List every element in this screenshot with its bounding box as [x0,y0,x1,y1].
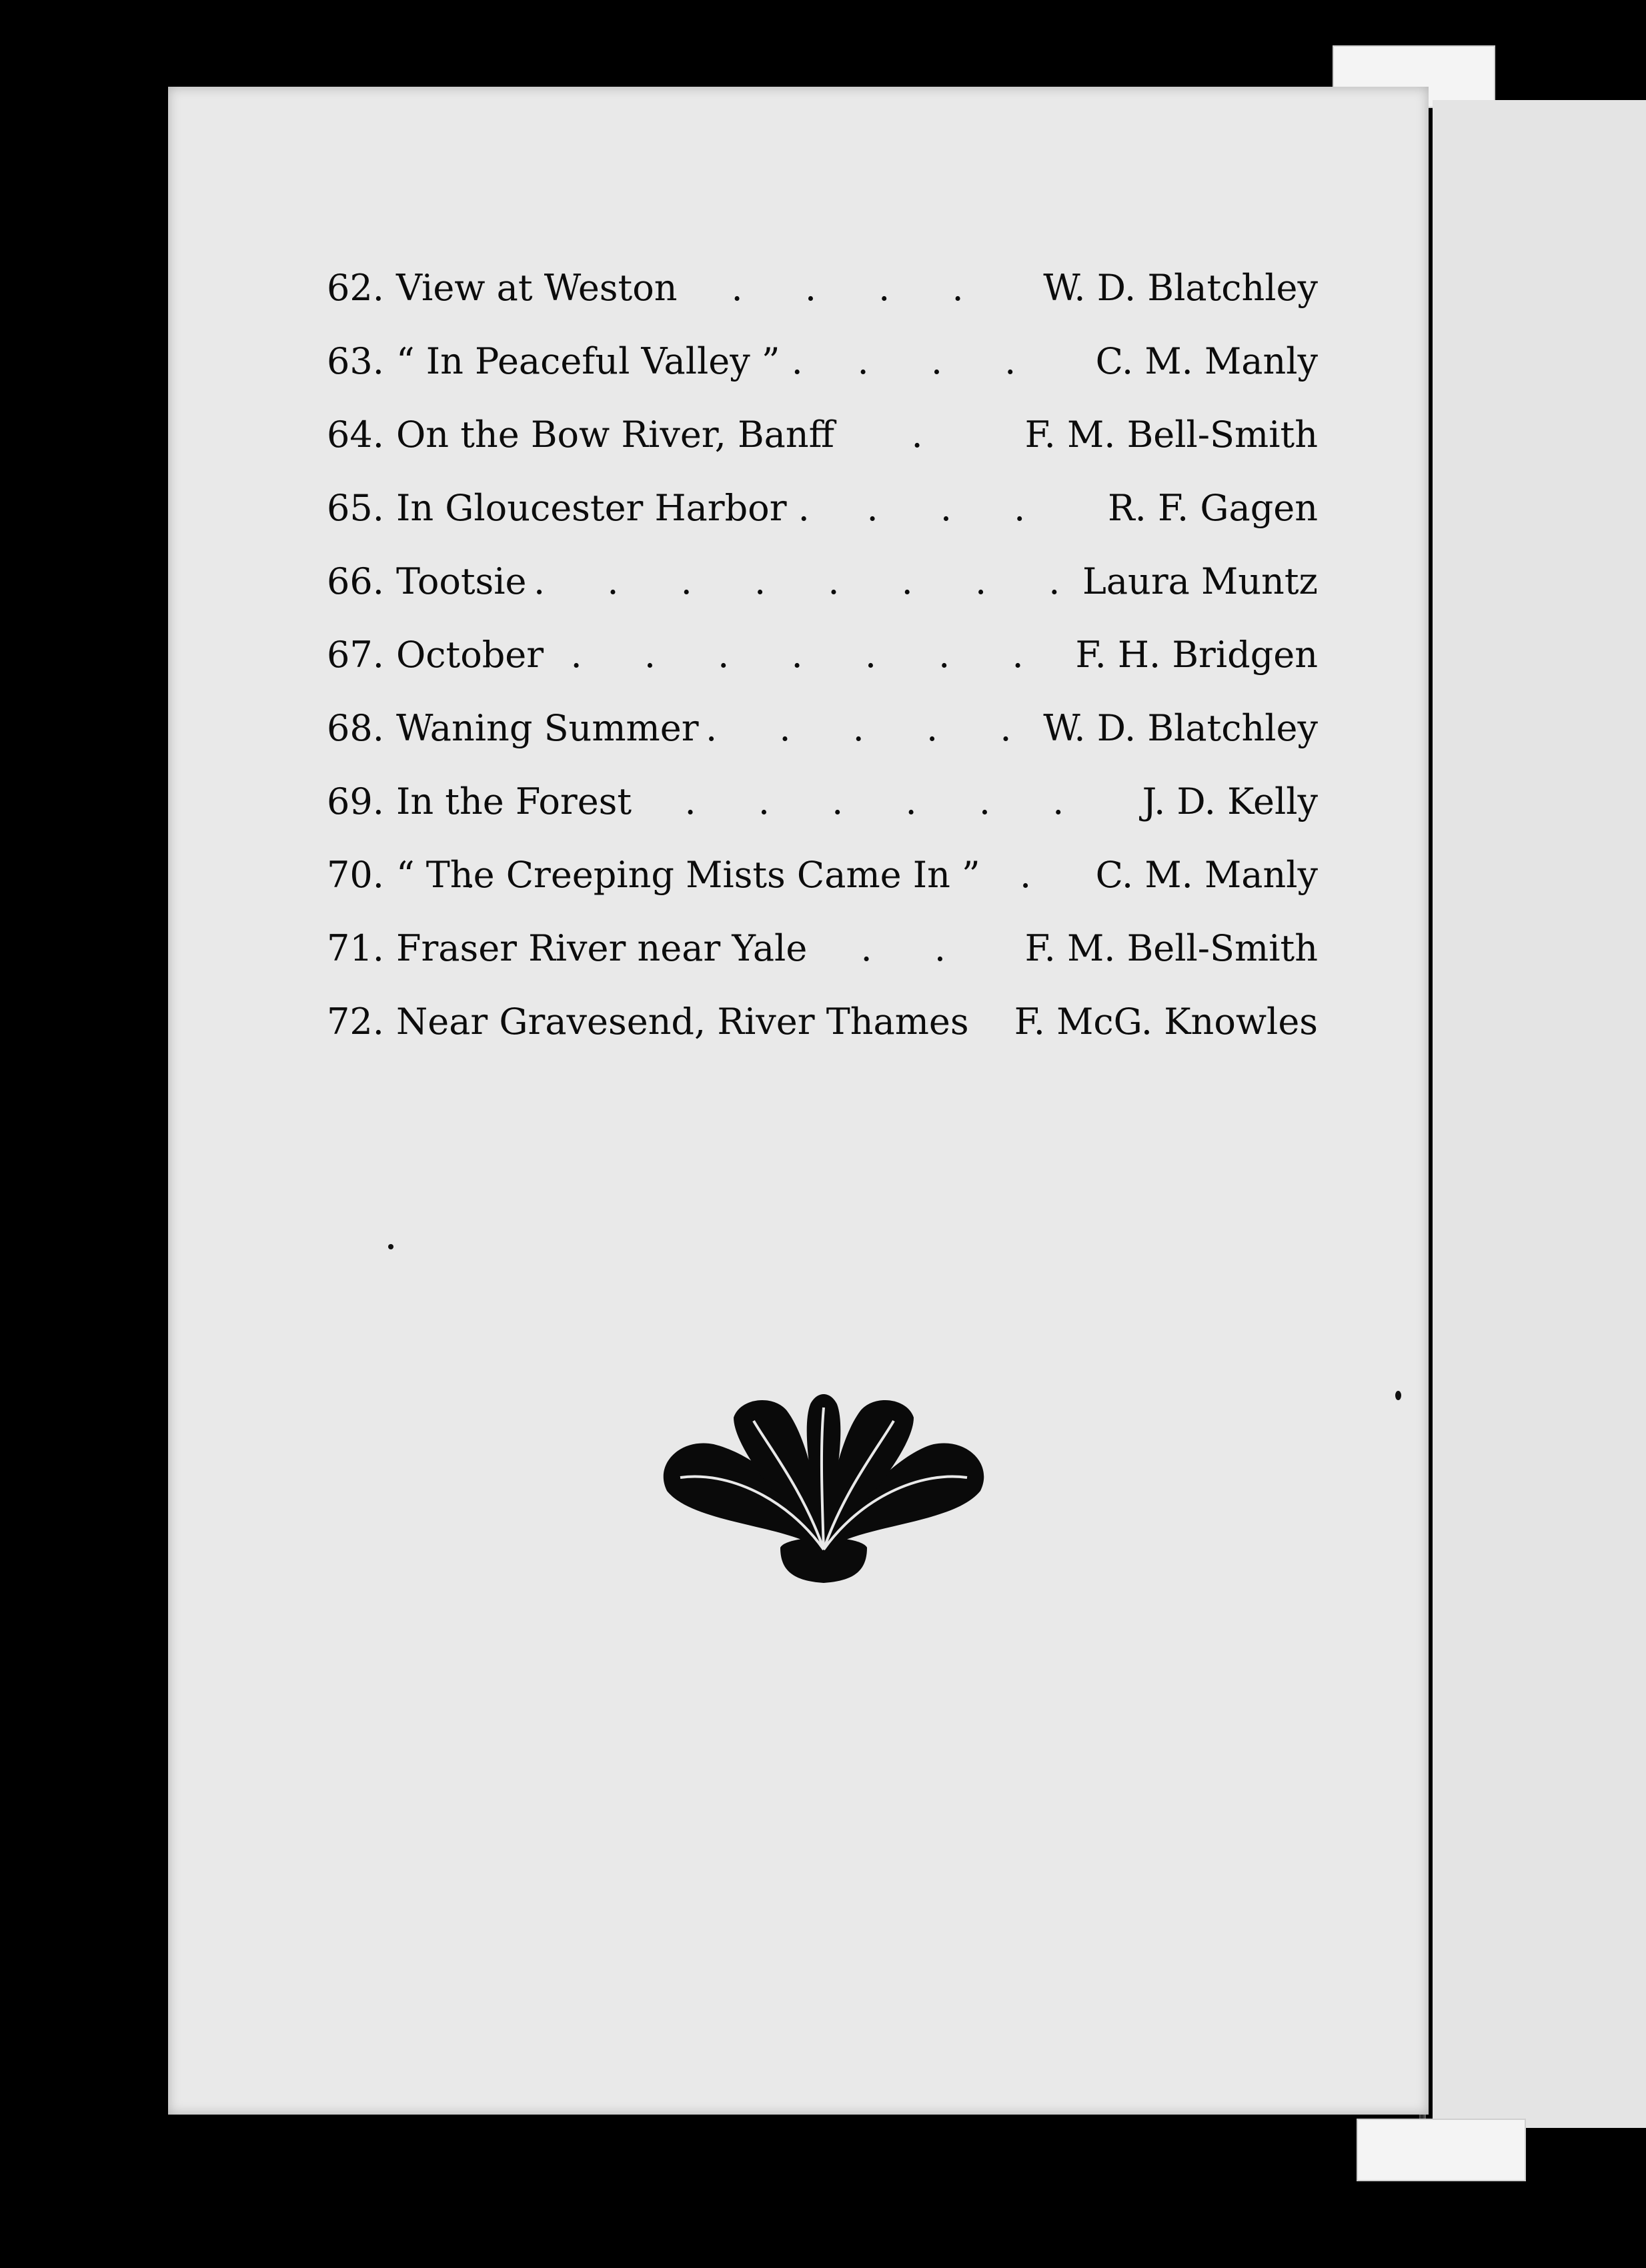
entry-title: In Gloucester Harbor . [396,487,810,529]
catalogue-entry [327,922,1318,995]
catalogue-entry [327,995,1318,1069]
entry-title: Tootsie [396,560,527,602]
entry-number: 68. [327,707,384,749]
entry-title: Waning Summer [396,707,699,749]
dot-leaders: . . . [857,340,1042,382]
entry-title: View at Weston [396,267,678,309]
entry-title: On the Bow River, Banff [396,414,835,456]
dot-leaders: . . [860,927,971,969]
catalogue-entry [327,408,1318,482]
entry-artist: F. H. Bridgen [1075,634,1318,676]
entry-number: 70. [327,854,384,896]
catalogue-entry [327,775,1318,848]
dot-leaders: . . . . . . [684,780,1090,822]
entry-number: 65. [327,487,384,529]
entry-artist: Laura Muntz [1082,560,1318,602]
entry-title: “ The Creeping Mists Came In ” [396,854,980,896]
entry-title: In the Forest [396,780,632,822]
dot-leaders: . . . . . . . [570,634,1049,676]
dot-leaders: . [911,414,948,456]
catalogue-entry [327,702,1318,775]
entry-artist: J. D. Kelly [1142,780,1318,822]
entry-artist: C. M. Manly [1095,854,1318,896]
entry-number: 67. [327,634,384,676]
entry-artist: F. M. Bell-Smith [1024,927,1318,969]
entry-artist: C. M. Manly [1095,340,1318,382]
entry-artist: R. F. Gagen [1107,487,1318,529]
tape-strip-bottom [1357,2119,1526,2181]
entry-artist: W. D. Blatchley [1043,267,1318,309]
dot-leaders: . . . . . . . . [534,560,1086,602]
entry-number: 71. [327,927,384,969]
catalogue-entry [327,555,1318,628]
entry-number: 63. [327,340,384,382]
catalogue-entry [327,848,1318,922]
facing-page-edge [1433,100,1646,2128]
catalogue-entry [327,261,1318,335]
entry-number: 66. [327,560,384,602]
dot-leaders: . [1020,854,1057,896]
entry-number: 69. [327,780,384,822]
entry-title: Near Gravesend, River Thames [396,1001,969,1043]
entry-number: 62. [327,267,384,309]
entry-title: October [396,634,544,676]
catalogue-entry [327,335,1318,408]
entry-number: 64. [327,414,384,456]
catalogue-entry [327,482,1318,555]
entry-artist: F. M. Bell-Smith [1024,414,1318,456]
dot-leaders: . . . . . [706,707,1037,749]
entry-title: Fraser River near Yale [396,927,808,969]
paper-speck [1395,1391,1401,1400]
dot-leaders: . . . . [731,267,989,309]
entry-title: “ In Peaceful Valley ” . [396,340,803,382]
dot-leaders: . . . [866,487,1051,529]
entry-artist: W. D. Blatchley [1043,707,1318,749]
catalogue-entry-list [327,261,1318,1069]
entry-artist: F. McG. Knowles [1014,1001,1318,1043]
paper-speck [388,1244,393,1249]
palmette-ornament-icon [654,1391,994,1584]
catalogue-entry [327,628,1318,702]
entry-number: 72. [327,1001,384,1043]
